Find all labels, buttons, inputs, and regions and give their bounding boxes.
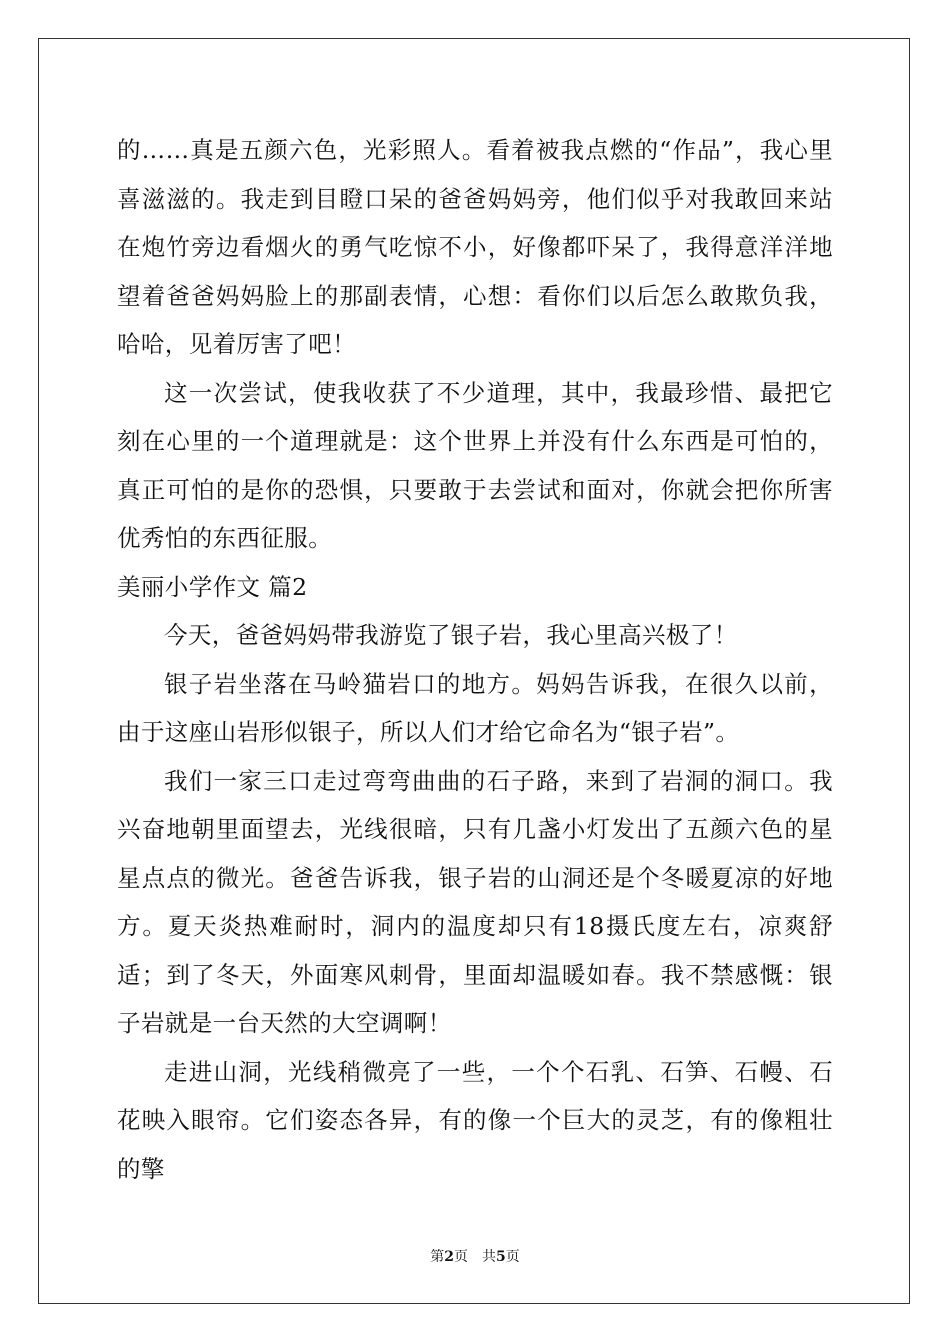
page-label-prefix: 第 (430, 1249, 445, 1265)
section-heading: 美丽小学作文 篇2 (117, 572, 308, 601)
paragraph-continued: 的……真是五颜六色，光彩照人。看着被我点燃的“作品”，我心里喜滋滋的。我走到目瞪口呆的爸爸妈妈旁，他们似乎对我敢回来站在炮竹旁边看烟火的勇气吃惊不小，好像都吓呆了，我得意洋洋地望着爸爸妈妈脸上的那副表情，心想：看你们以后怎么敢欺负我，哈哈，见着厉害了吧！ (117, 136, 833, 358)
paragraph: 走进山洞，光线稍微亮了一些，一个个石乳、石笋、石幔、石花映入眼帘。它们姿态各异，有的像一个巨大的灵芝，有的像粗壮的擎 (117, 1057, 833, 1183)
document-body (117, 126, 833, 1193)
page-label-suffix: 页 (454, 1249, 468, 1265)
total-label-prefix: 共 (482, 1249, 496, 1265)
paragraph: 今天，爸爸妈妈带我游览了银子岩，我心里高兴极了！ (164, 621, 738, 649)
total-label-suffix: 页 (505, 1249, 520, 1265)
page-number: 2 (444, 1249, 454, 1265)
paragraph: 我们一家三口走过弯弯曲曲的石子路，来到了岩洞的洞口。我兴奋地朝里面望去，光线很暗，只有几盏小灯发出了五颜六色的星星点点的微光。爸爸告诉我，银子岩的山洞还是个冬暖夏凉的好地方。夏天炎热难耐时，洞内的温度却只有18摄氏度左右，凉爽舒适；到了冬天，外面寒风刺骨，里面却温暖如春。我不禁感慨：银子岩就是一台天然的大空调啊！ (117, 766, 833, 1037)
paragraph: 银子岩坐落在马岭猫岩口的地方。妈妈告诉我，在很久以前，由于这座山岩形似银子，所以人们才给它命名为“银子岩”。 (117, 669, 833, 746)
paragraph: 这一次尝试，使我收获了不少道理，其中，我最珍惜、最把它刻在心里的一个道理就是：这个世界上并没有什么东西是可怕的，真正可怕的是你的恐惧，只要敢于去尝试和面对，你就会把你所害优秀怕的东西征服。 (117, 378, 833, 552)
total-pages: 5 (496, 1249, 506, 1265)
page-footer (0, 1246, 950, 1266)
